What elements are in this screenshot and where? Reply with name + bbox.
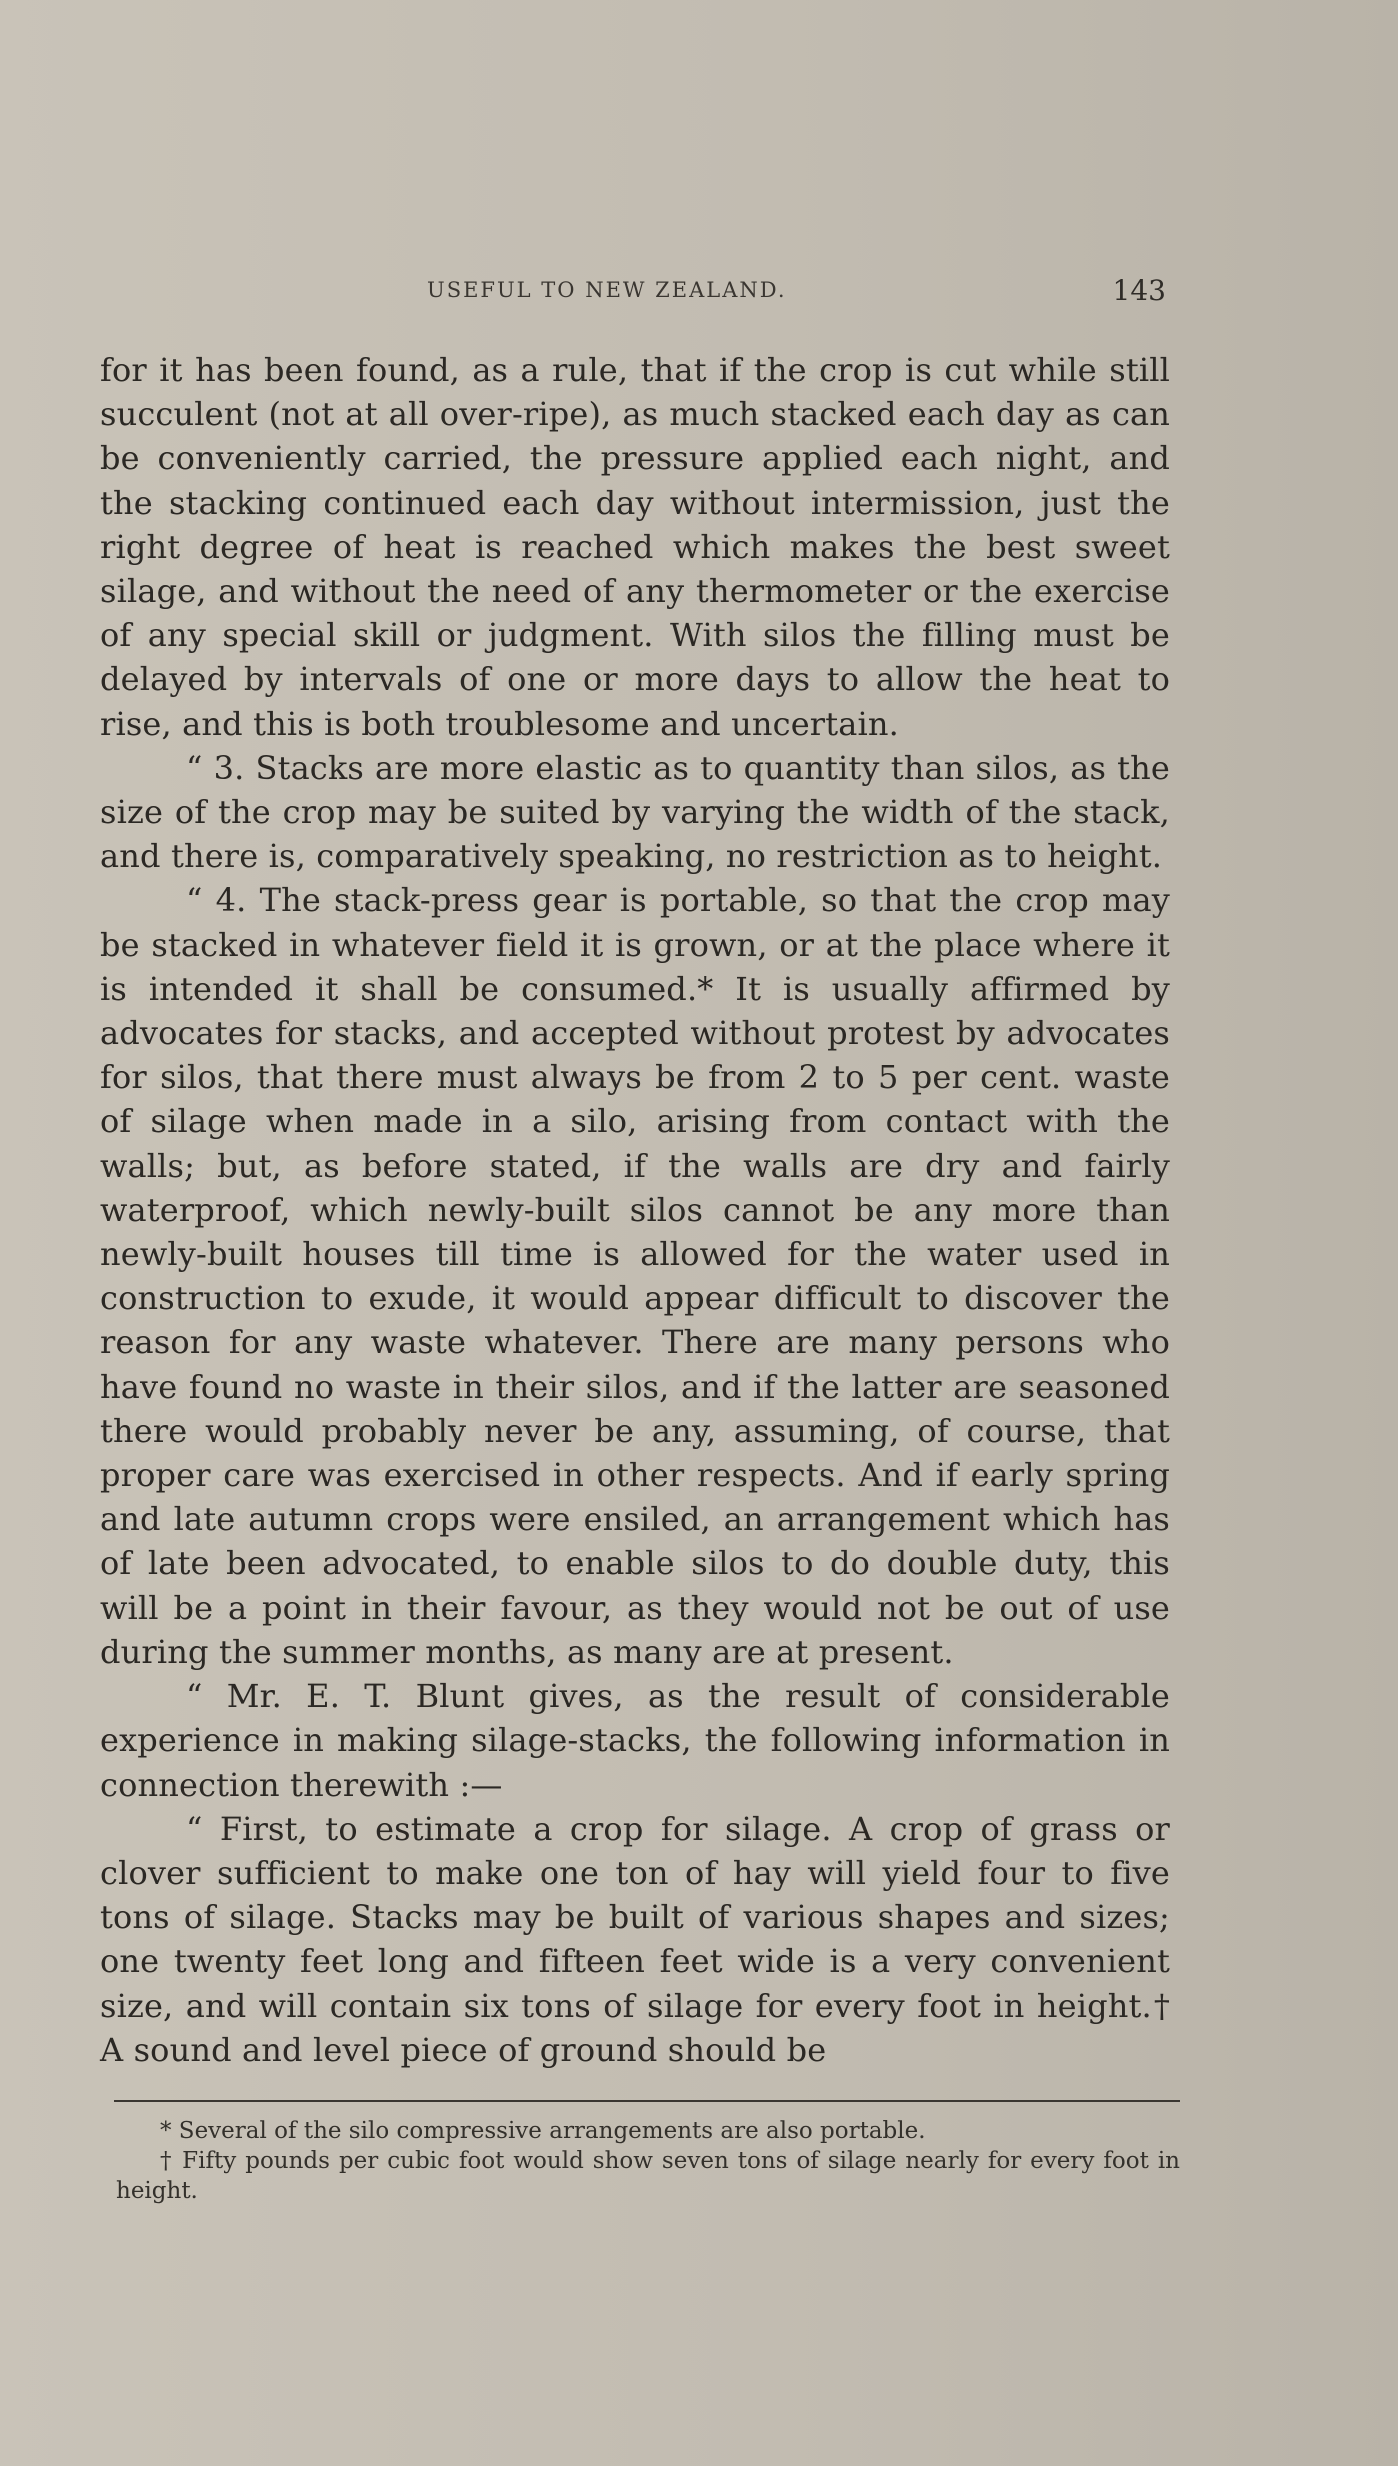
paragraph-point-4: “ 4. The stack-press gear is portable, so that the crop may be stacked in whatever field it is grown, or at the place where it is intended it shall be consumed.* It is usually affirmed by advocates for stacks, and accepted without protest by advocates for silos, that there must always be from 2 to 5 per cent. waste of silage when made in a silo, arising from contact with the walls; but, as before stated, if the walls are dry and fairly waterproof, which newly-built silos cannot be any more than newly-built houses till time is allowed for the water used in construction to exude, it would appear difficult to discover the reason for any waste whatever. There are many persons who have found no waste in their silos, and if the latter are seasoned there would probably never be any, assuming, of course, that proper care was exercised in other respects. And if early spring and late autumn crops were ensiled, an arrangement which has of late been advocated, to enable silos to do double duty, this will be a point in their favour, as they would not be out of use during the summer months, as many are at present.	[100, 881, 1170, 1671]
paragraph-blunt-intro: “ Mr. E. T. Blunt gives, as the result of considerable experience in making silage-stacks, the following information in connection therewith :—	[100, 1677, 1170, 1804]
body-text	[100, 348, 1170, 2072]
paragraph-point-3: “ 3. Stacks are more elastic as to quantity than silos, as the size of the crop may be suited by varying the width of the stack, and there is, comparatively speaking, no restriction as to height.	[100, 748, 1170, 876]
footnote-dagger: † Fifty pounds per cubic foot would show seven tons of silage nearly for every foot in height.	[116, 2148, 1180, 2204]
running-title: USEFUL TO NEW ZEALAND.	[427, 278, 787, 302]
running-head	[100, 274, 1170, 314]
footnote-divider	[114, 2100, 1180, 2102]
footnote-asterisk: * Several of the silo compressive arrangements are also portable.	[160, 2118, 926, 2144]
page-number: 143	[1112, 274, 1166, 307]
footnotes	[116, 2116, 1180, 2206]
paragraph-continuation: for it has been found, as a rule, that if the crop is cut while still succulent (not at all over-ripe), as much stacked each day as can be conveniently carried, the pressure applied each night, and the stacking continued each day without intermission, just the right degree of heat is reached which makes the best sweet silage, and without the need of any thermometer or the exercise of any special skill or judgment. With silos the filling must be delayed by intervals of one or more days to allow the heat to rise, and this is both troublesome and uncertain.	[100, 351, 1170, 743]
paragraph-estimate-crop: “ First, to estimate a crop for silage. A crop of grass or clover sufficient to make one ton of hay will yield four to five tons of silage. Stacks may be built of various shapes and sizes; one twenty feet long and fifteen feet wide is a very convenient size, and will contain six tons of silage for every foot in height.† A sound and level piece of ground should be	[100, 1809, 1170, 2069]
